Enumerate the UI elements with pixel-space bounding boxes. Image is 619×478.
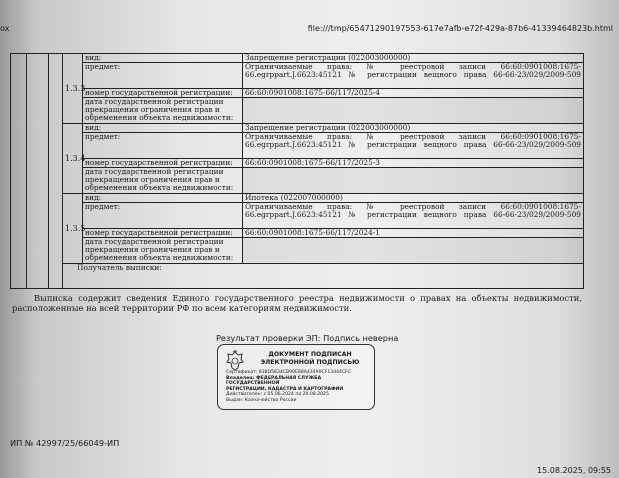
subject-value: Ограничиваемые права: № реестровой записи 66:60:0901008:1675-66.egrppart.J.6623:45121 № регистрации вещного права 66-66-23/029/2009-509 bbox=[243, 133, 584, 159]
termination-date-value bbox=[243, 238, 584, 264]
table-row bbox=[11, 168, 584, 194]
subject-label: предмет: bbox=[83, 133, 243, 159]
type-value: Запрещение регистрации (022003000000) bbox=[243, 124, 584, 133]
stamp-title: ДОКУМЕНТ ПОДПИСАН ЭЛЕКТРОННОЙ ПОДПИСЬЮ bbox=[260, 351, 360, 366]
reg-number-value: 66:60:0901008:1675-66/117/2024-1 bbox=[243, 229, 584, 238]
browser-print-header bbox=[0, 22, 619, 36]
termination-date-label: дата государственной регистрации прекращения ограничения прав и обременения объекта недвижимости: bbox=[83, 98, 243, 124]
entry-number: 1.3.5 bbox=[63, 194, 83, 264]
header-left-fragment: ox bbox=[0, 24, 10, 33]
type-value: Запрещение регистрации (022003000000) bbox=[243, 54, 584, 63]
extract-note: Выписка содержит сведения Единого государственного реестра недвижимости о правах на объекты недвижимости, расположенные на всей территории РФ по всем категориям недвижимости. bbox=[12, 293, 582, 313]
coat-of-arms-icon bbox=[224, 350, 246, 372]
type-label: вид: bbox=[83, 124, 243, 133]
subject-value: Ограничиваемые права: № реестровой записи 66:60:0901008:1675-66.egrppart.J.6623:45121 № регистрации вещного права 66-66-23/029/2009-509 bbox=[243, 203, 584, 229]
entry-number: 1.3.3 bbox=[63, 54, 83, 124]
reg-number-label: номер государственной регистрации: bbox=[83, 159, 243, 168]
electronic-signature-stamp bbox=[217, 344, 375, 410]
termination-date-label: дата государственной регистрации прекращения ограничения прав и обременения объекта недвижимости: bbox=[83, 168, 243, 194]
table-row bbox=[11, 133, 584, 159]
certificate-line: Сертификат: 838D5834CB90E88A43490CF13444CFC bbox=[226, 370, 352, 375]
file-url: file:///tmp/65471290197553-617e7afb-e72f-429a-87b6-41339464823b.html bbox=[307, 24, 613, 33]
termination-date-value bbox=[243, 168, 584, 194]
stamp-details bbox=[226, 370, 372, 404]
table-row bbox=[11, 203, 584, 229]
issuer-line: Выдан: Казначейство России bbox=[226, 397, 297, 403]
recipient-label: Получатель выписки: bbox=[63, 264, 584, 289]
termination-date-label: дата государственной регистрации прекращения ограничения прав и обременения объекта недвижимости: bbox=[83, 238, 243, 264]
subject-label: предмет: bbox=[83, 63, 243, 89]
reg-number-value: 66:60:0901008:1675-66/117/2025-3 bbox=[243, 159, 584, 168]
owner-line: Владелец: ФЕДЕРАЛЬНАЯ СЛУЖБА ГОСУДАРСТВЕННОЙ bbox=[226, 375, 322, 387]
signature-check-result: Результат проверки ЭП: Подпись неверна bbox=[216, 333, 399, 343]
termination-date-value bbox=[243, 98, 584, 124]
subject-value: Ограничиваемые права: № реестровой записи 66:60:0901008:1675-66.egrppart.J.6623:45121 № регистрации вещного права 66-66-23/029/2009-509 bbox=[243, 63, 584, 89]
print-timestamp: 15.08.2025, 09:55 bbox=[537, 466, 611, 475]
type-value: Ипотека (022007000000) bbox=[243, 194, 584, 203]
recipient-row bbox=[11, 264, 584, 289]
reg-number-value: 66:60:0901008:1675-66/117/2025-4 bbox=[243, 89, 584, 98]
type-label: вид: bbox=[83, 194, 243, 203]
subject-label: предмет: bbox=[83, 203, 243, 229]
validity-line: Действителен: с 05.06.2024 по 29.08.2025 bbox=[226, 392, 329, 398]
registry-table bbox=[10, 53, 584, 289]
entry-number: 1.3.4 bbox=[63, 124, 83, 194]
owner-line: РЕГИСТРАЦИИ, КАДАСТРА И КАРТОГРАФИИ bbox=[226, 386, 344, 392]
reg-number-label: номер государственной регистрации: bbox=[83, 229, 243, 238]
reg-number-label: номер государственной регистрации: bbox=[83, 89, 243, 98]
table-row bbox=[11, 63, 584, 89]
table-row bbox=[11, 238, 584, 264]
enforcement-case-number: ИП № 42997/25/66049-ИП bbox=[10, 438, 120, 448]
type-label: вид: bbox=[83, 54, 243, 63]
table-row bbox=[11, 98, 584, 124]
